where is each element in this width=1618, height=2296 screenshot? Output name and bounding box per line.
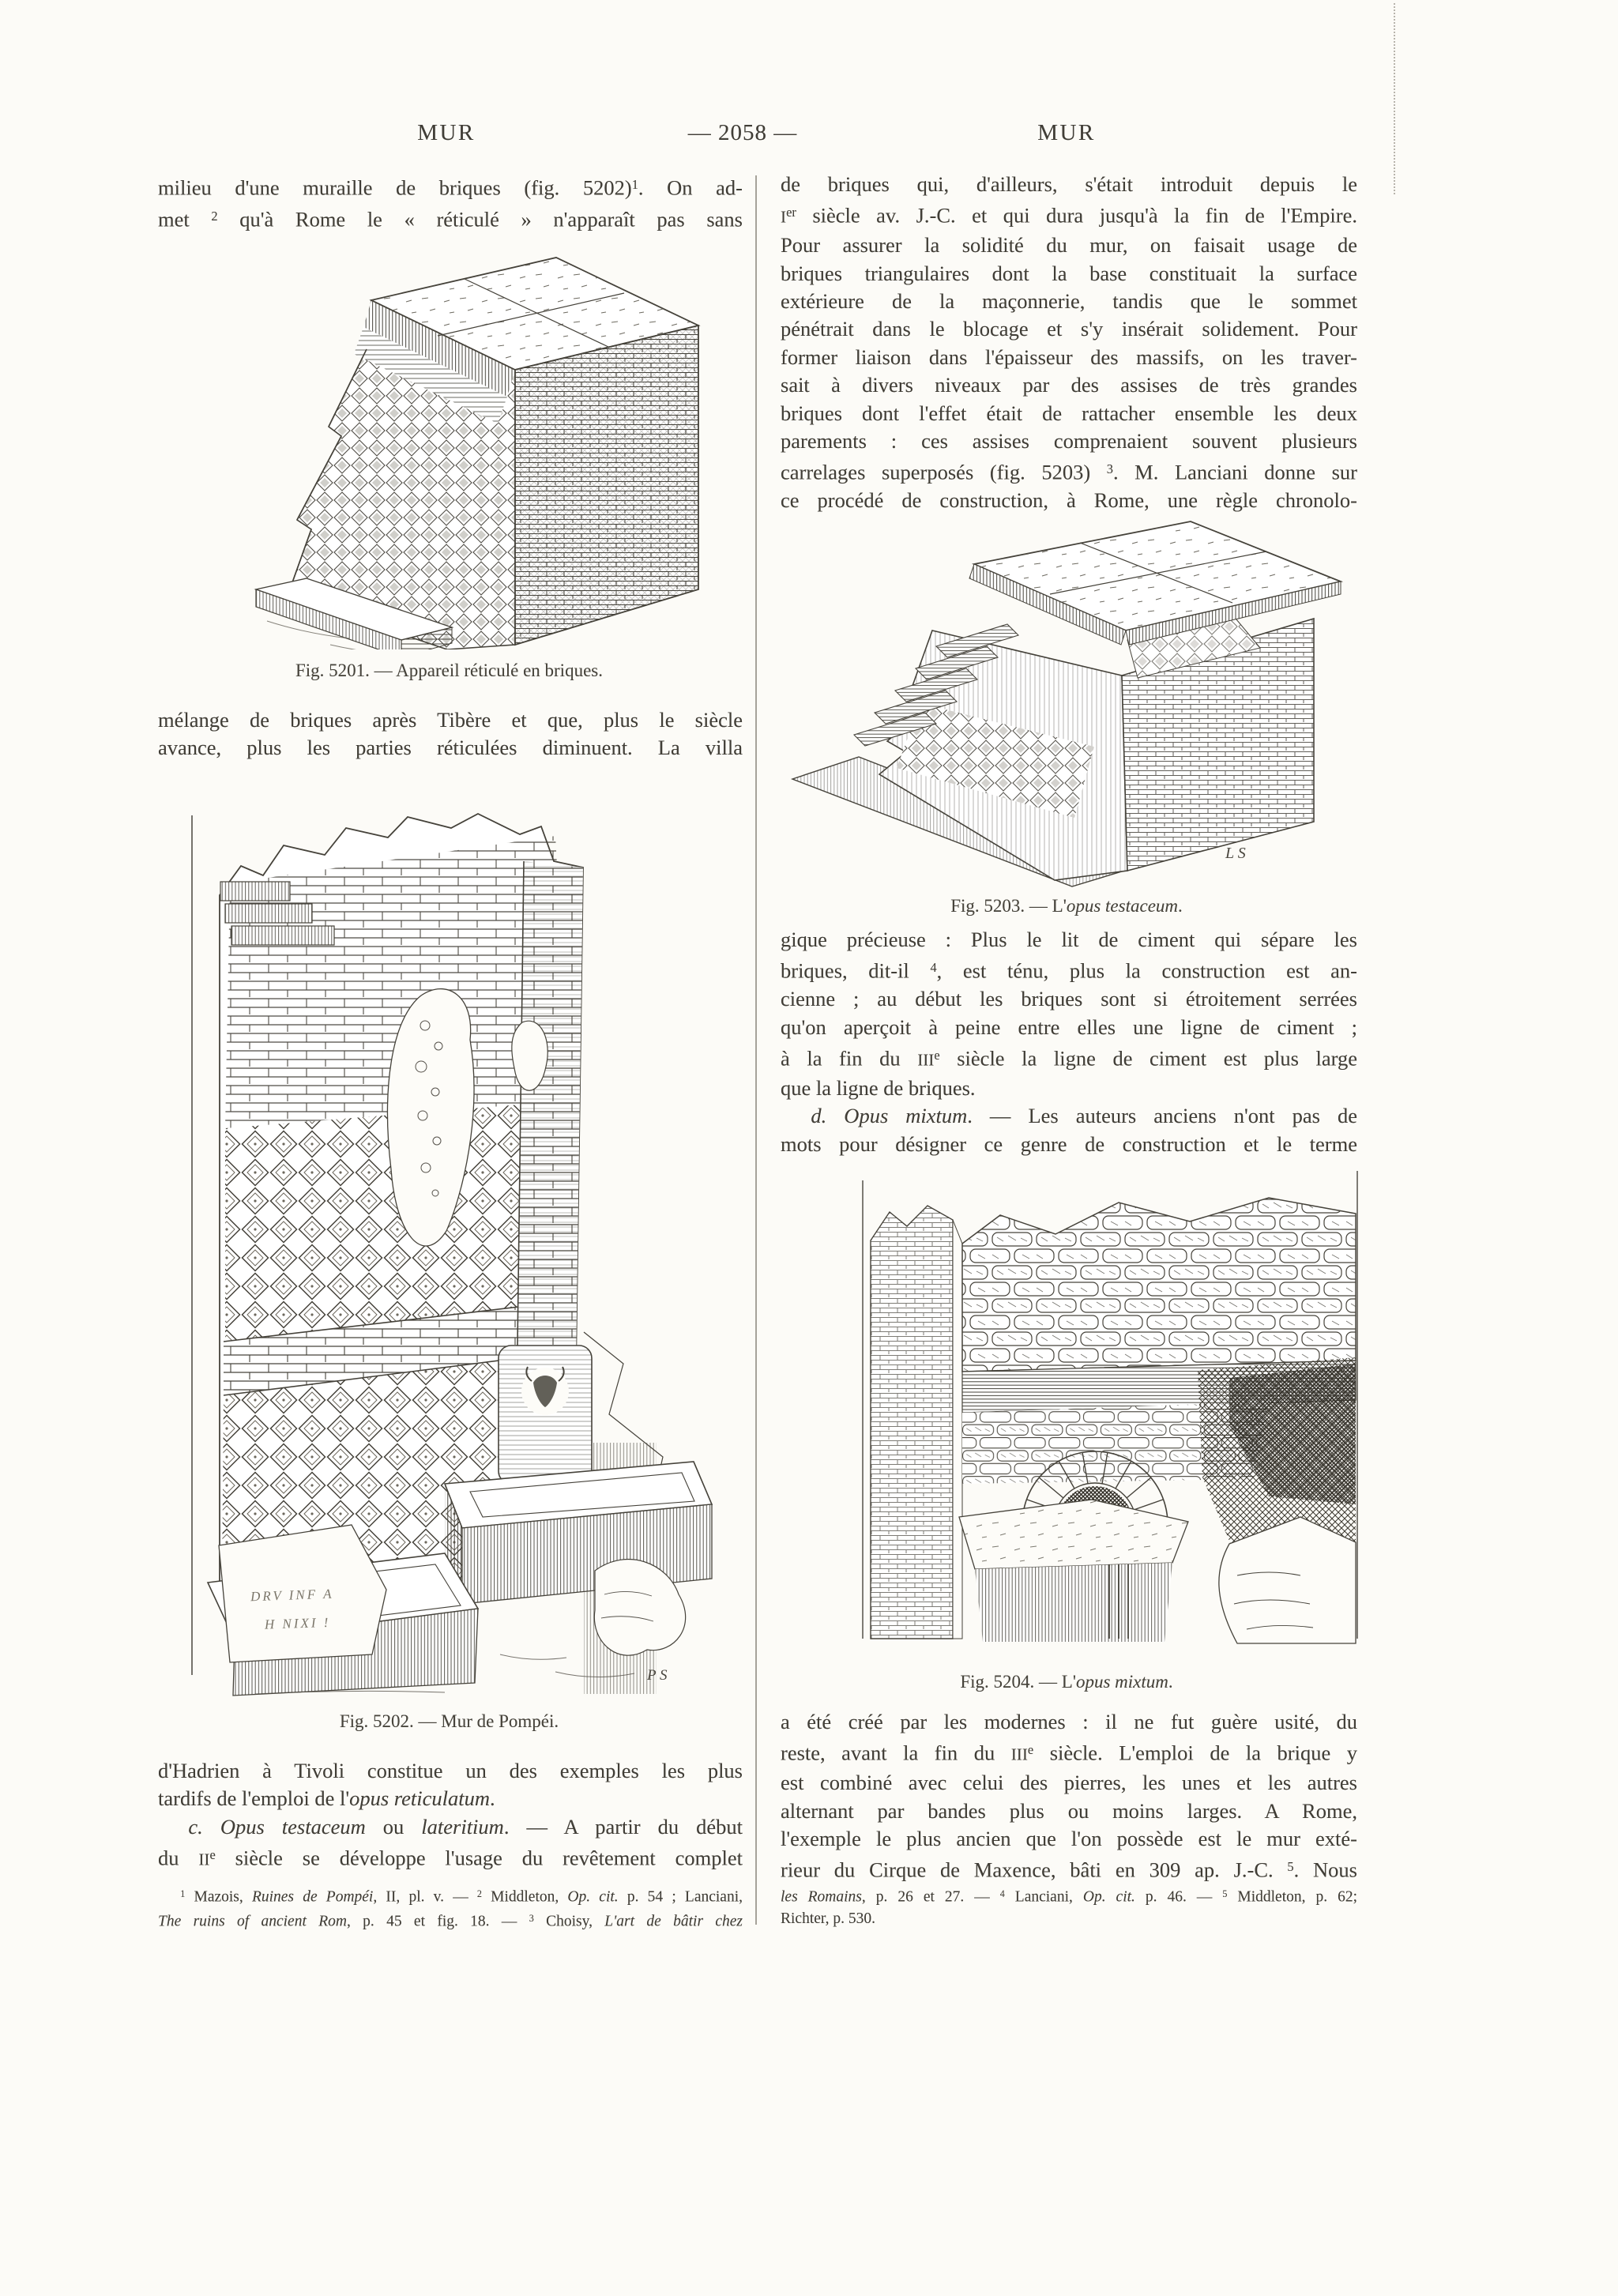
- figure-5202-caption: Fig. 5202. — Mur de Pompéi.: [339, 1711, 559, 1731]
- left-paragraph-intro: milieu d'une muraille de briques (fig. 5202)$^1$. On ad- met $^2$ qu'à Rome le « réticulé » n'apparaît pas sans: [158, 175, 743, 231]
- figure-5201-caption: Fig. 5201. — Appareil réticulé en briques.: [295, 661, 603, 680]
- fig-5202-pompeii-wall: [184, 789, 729, 1697]
- fig-5202-graffiti-line2: H NIXI !: [264, 1614, 331, 1632]
- figure-5203-caption: Fig. 5203. — L'opus testaceum.: [950, 896, 1183, 916]
- left-paragraph-hadrien: d'Hadrien à Tivoli constitue un des exemples les plus tardifs de l'emploi de l'opus reticulatum. c. Opus testaceum ou lateritium. — A partir du début du IIe siècle se développe l'usage du revêtement complet: [158, 1759, 743, 1870]
- fig-5202-engraver-monogram: P S: [647, 1667, 668, 1684]
- fig-5203-opus-testaceum-block: [786, 514, 1349, 891]
- fig-5204-opus-mixtum-ruin: [858, 1165, 1360, 1648]
- running-head-right: MUR: [1037, 120, 1096, 145]
- fig-5203-engraver-monogram: L S: [1225, 845, 1246, 862]
- fig-5201-reticulated-brick-block: [212, 248, 703, 649]
- left-footnotes: $^1$ Mazois, Ruines de Pompéi, II, pl. v. — $^2$ Middleton, Op. cit. p. 54 ; Lanciani, The ruins of ancient Rom, p. 45 et fig. 18. — $^3$ Choisy, L'art de bâtir chez: [158, 1888, 743, 1930]
- right-paragraph-cree: a été créé par les modernes : il ne fut guère usité, du reste, avant la fin du IIIe siècle. L'emploi de la brique y est combiné avec celui des pierres, les unes et les autres alternant par bandes plus ou moins larges. A Rome, l'exemple le plus ancien que l'on possède est le mur exté- rieur du Cirque de Maxence, bâti en 309 ap. J.-C. $^5$. Nous: [781, 1710, 1357, 1882]
- scan-artifact-dotted-line: [1394, 3, 1395, 194]
- running-head-left: MUR: [417, 120, 476, 145]
- figure-5204-caption: Fig. 5204. — L'opus mixtum.: [960, 1672, 1173, 1692]
- right-paragraph-gique: gique précieuse : Plus le lit de ciment qui sépare les briques, dit-il $^4$, est ténu, plus la construction est an- cienne ; au début les briques sont si étroitement serrées qu'on aperçoit à peine entre elles une ligne de ciment ; à la fin du IIIe siècle la ligne de ciment est plus large que la ligne de briques. d. Opus mixtum. — Les auteurs anciens n'ont pas de mots pour désigner ce genre de construction et le terme: [781, 928, 1358, 1156]
- right-paragraph-briques: de briques qui, d'ailleurs, s'était introduit depuis le Ier siècle av. J.-C. et qui dura jusqu'à la fin de l'Empire. Pour assurer la solidité du mur, on faisait usage de briques triangulaires dont la base constituait la surface extérieure de la maçonnerie, tandis que le sommet pénétrait dans le blocage et s'y insérait solidement. Pour former liaison dans l'épaisseur des massifs, on les traver- sait à divers niveaux par des assises de très grandes briques dont l'effet était de rattacher ensemble les deux parements : ces assises comprenaient souvent plusieurs carrelages superposés (fig. 5203) $^3$. M. Lanciani donne sur ce procédé de construction, à Rome, une règle chronolo-: [781, 172, 1357, 513]
- figure-5203-engraving: [786, 514, 1349, 891]
- left-paragraph-melange: mélange de briques après Tibère et que, plus le siècle avance, plus les parties réticulées diminuent. La villa: [158, 708, 743, 760]
- right-footnotes: les Romains, p. 26 et 27. — $^4$ Lanciani, Op. cit. p. 46. — $^5$ Middleton, p. 62; Richter, p. 530.: [781, 1888, 1358, 1927]
- column-divider-rule: [755, 175, 757, 1925]
- figure-5201-engraving: [212, 248, 703, 649]
- figure-5204-engraving: [858, 1165, 1360, 1648]
- fig-5202-graffiti-line1: DRV INF A: [250, 1586, 334, 1605]
- figure-5202-engraving: [184, 789, 729, 1697]
- page-number: — 2058 —: [687, 120, 798, 145]
